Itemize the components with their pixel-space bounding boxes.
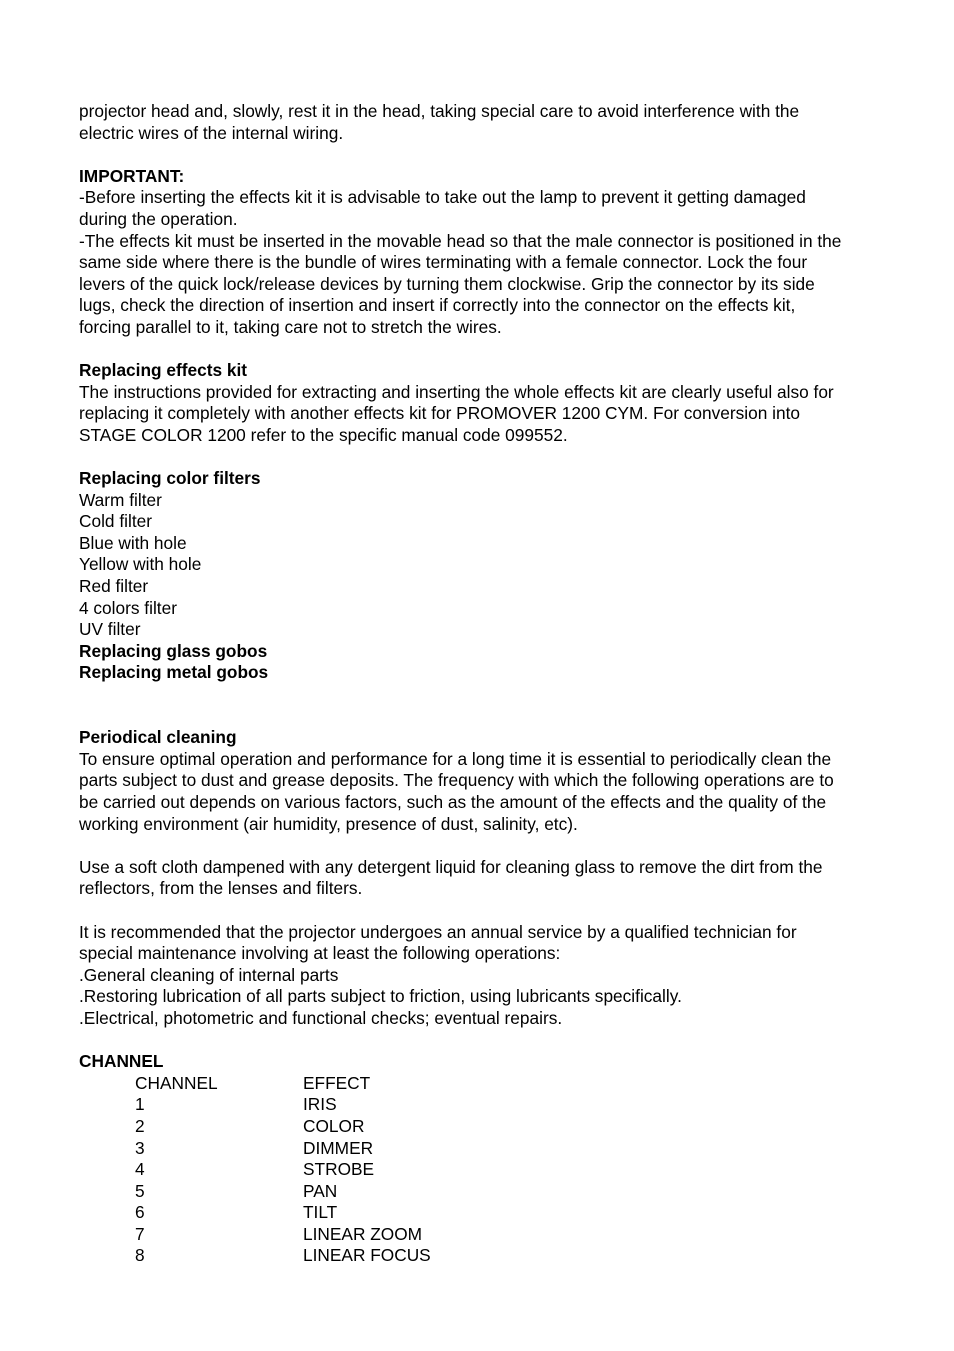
table-row [135, 1094, 919, 1116]
list-item: Cold filter [79, 511, 152, 532]
text-line: The instructions provided for extracting and inserting the whole effects kit are clearly useful also for [79, 381, 834, 402]
channel-number: 1 [135, 1094, 145, 1115]
important-heading: IMPORTANT: [79, 165, 185, 186]
channel-effect: LINEAR FOCUS [303, 1245, 431, 1266]
channel-number: 7 [135, 1223, 145, 1244]
table-header-row [135, 1073, 919, 1095]
channel-number: 3 [135, 1137, 145, 1158]
text-line: lugs, check the direction of insertion and insert if correctly into the connector on the effects kit, [79, 295, 796, 316]
section-heading: CHANNEL [79, 1051, 164, 1072]
text-line: electric wires of the internal wiring. [79, 122, 344, 143]
list-item: UV filter [79, 619, 141, 640]
channel-effect: TILT [303, 1202, 338, 1223]
list-item: Blue with hole [79, 532, 187, 553]
replacing-color-filters-section [79, 468, 919, 684]
column-header: EFFECT [303, 1072, 371, 1093]
section-heading: Replacing color filters [79, 468, 261, 489]
list-item: .Restoring lubrication of all parts subject to friction, using lubricants specifically. [79, 986, 682, 1007]
channel-number: 5 [135, 1180, 145, 1201]
channel-table [135, 1073, 919, 1267]
text-line: projector head and, slowly, rest it in the head, taking special care to avoid interference with the [79, 101, 800, 121]
list-item: .Electrical, photometric and functional checks; eventual repairs. [79, 1007, 563, 1028]
channel-number: 8 [135, 1245, 145, 1266]
text-line: during the operation. [79, 208, 238, 229]
section-heading: Periodical cleaning [79, 727, 237, 748]
list-item: Yellow with hole [79, 554, 202, 575]
table-row [135, 1159, 919, 1181]
text-line: same side where there is the bundle of wires terminating with a female connector. Lock the four [79, 252, 808, 273]
channel-effect: DIMMER [303, 1137, 374, 1158]
table-row [135, 1202, 919, 1224]
intro-paragraph [79, 101, 919, 144]
text-line: It is recommended that the projector undergoes an annual service by a qualified technician for [79, 921, 797, 942]
section-heading: Replacing glass gobos [79, 640, 268, 661]
important-section [79, 166, 919, 339]
text-line: working environment (air humidity, presence of dust, salinity, etc). [79, 813, 578, 834]
text-line: To ensure optimal operation and performance for a long time it is essential to periodically clean the [79, 748, 832, 769]
channel-effect: PAN [303, 1180, 338, 1201]
channel-section [79, 1051, 919, 1267]
list-item: Red filter [79, 576, 149, 597]
periodical-cleaning-section [79, 727, 919, 1029]
text-line: Use a soft cloth dampened with any detergent liquid for cleaning glass to remove the dirt from the [79, 856, 823, 877]
channel-number: 2 [135, 1115, 145, 1136]
text-line: STAGE COLOR 1200 refer to the specific manual code 099552. [79, 424, 568, 445]
channel-effect: IRIS [303, 1094, 337, 1115]
text-line: reflectors, from the lenses and filters. [79, 878, 363, 899]
list-item: Warm filter [79, 489, 162, 510]
table-row [135, 1224, 919, 1246]
text-line: replacing it completely with another effects kit for PROMOVER 1200 CYM. For conversion into [79, 403, 800, 424]
text-line: levers of the quick lock/release devices by turning them clockwise. Grip the connector by its side [79, 273, 815, 294]
channel-effect: LINEAR ZOOM [303, 1223, 423, 1244]
channel-number: 4 [135, 1159, 145, 1180]
text-line: forcing parallel to it, taking care not to stretch the wires. [79, 316, 502, 337]
channel-effect: STROBE [303, 1159, 375, 1180]
list-item: 4 colors filter [79, 597, 177, 618]
text-line: -The effects kit must be inserted in the movable head so that the male connector is positioned in the [79, 230, 842, 251]
list-item: .General cleaning of internal parts [79, 964, 339, 985]
table-row [135, 1181, 919, 1203]
table-row [135, 1245, 919, 1267]
text-line: be carried out depends on various factors, such as the amount of the effects and the quality of the [79, 792, 827, 812]
text-line: parts subject to dust and grease deposits. The frequency with which the following operations are to [79, 770, 834, 791]
document-page [79, 101, 919, 1267]
text-line: special maintenance involving at least the following operations: [79, 943, 561, 964]
table-row [135, 1138, 919, 1160]
column-header: CHANNEL [135, 1072, 218, 1093]
text-line: -Before inserting the effects kit it is advisable to take out the lamp to prevent it getting damaged [79, 187, 806, 208]
section-heading: Replacing effects kit [79, 360, 248, 381]
table-row [135, 1116, 919, 1138]
channel-number: 6 [135, 1202, 145, 1223]
replacing-effects-kit-section [79, 360, 919, 446]
section-heading: Replacing metal gobos [79, 662, 269, 683]
channel-effect: COLOR [303, 1115, 365, 1136]
